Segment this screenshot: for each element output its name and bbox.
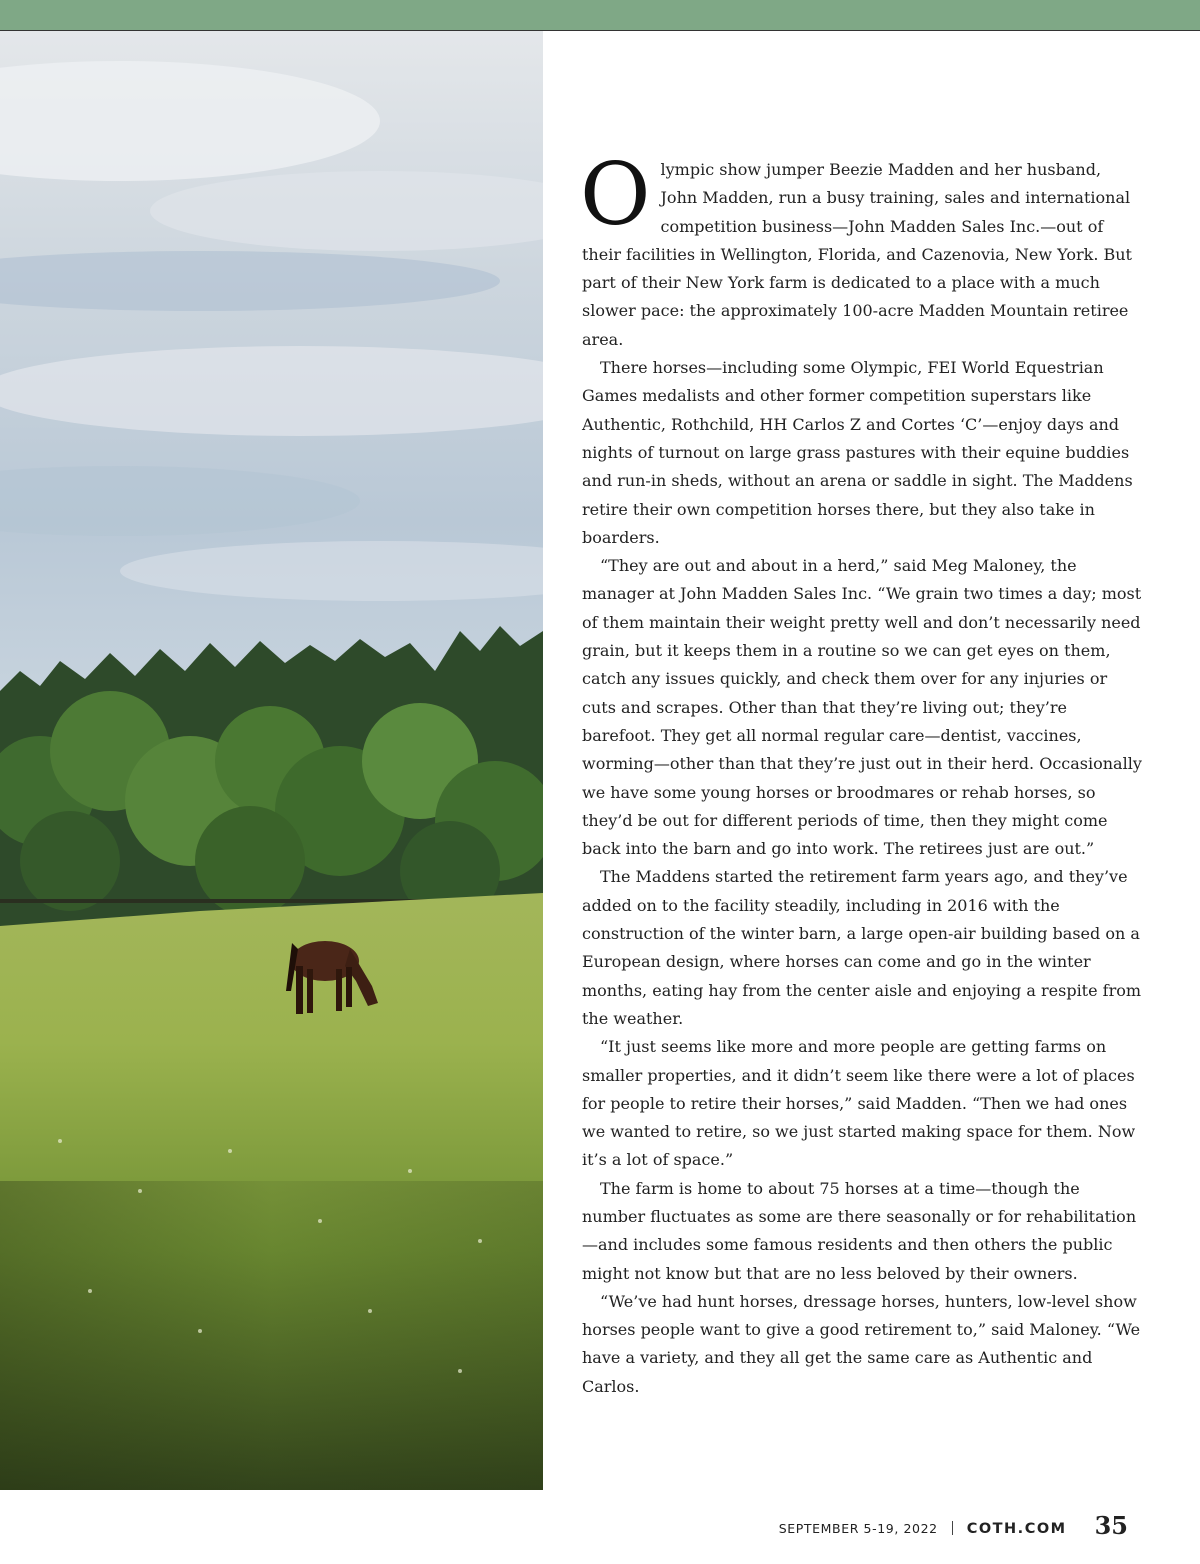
article-paragraph: There horses—including some Olympic, FEI World Equestrian Games medalists and other former competition superstars like Authentic, Rothchild, HH Carlos Z and Cortes ‘C’—enjoy days and nights of turnout on large grass pastures with their equine buddies and run-in sheds, without an arena or saddle in sight. The Maddens retire their own competition horses there, but they also take in boarders. — [582, 358, 1133, 547]
top-color-bar — [0, 0, 1200, 31]
article-paragraph: Olympic show jumper Beezie Madden and her husband, John Madden, run a busy training, sales and international competition business—John Madden Sales Inc.—out of their facilities in Wellington, Florida, and Cazenovia, New York. But part of their New York farm is dedicated to a place with a much slower pace: the approximately 100-acre Madden Mountain retiree area. — [580, 145, 1132, 349]
article-body — [580, 145, 1142, 1401]
article-paragraph: The farm is home to about 75 horses at a time—though the number fluctuates as some are there seasonally or for rehabilitation—and includes some famous residents and then others the public might not know but that are no less beloved by their owners. — [582, 1178, 1137, 1283]
page-number: 35 — [1094, 1511, 1128, 1540]
pasture-photo — [0, 31, 543, 1490]
issue-date: SEPTEMBER 5-19, 2022 — [778, 1521, 938, 1536]
article-paragraph: “It just seems like more and more people are getting farms on smaller properties, and it didn’t seem like there were a lot of places for people to retire their horses,” said Madden. “Then we had ones we wanted to retire, so we just started making space for them. Now it’s a lot of space.” — [582, 1037, 1136, 1170]
article-paragraph: “We’ve had hunt horses, dressage horses, hunters, low-level show horses people want to give a good retirement to,” said Maloney. “We have a variety, and they all get the same care as Authentic and Carlos. — [582, 1291, 1141, 1396]
article-paragraph: “They are out and about in a herd,” said Meg Maloney, the manager at John Madden Sales Inc. “We grain two times a day; most of them maintain their weight pretty well and don’t necessarily need grain, but it keeps them in a routine so we can get eyes on them, catch any issues quickly, and check them over for any injuries or cuts and scrapes. Other than that they’re living out; they’re barefoot. They get all normal regular care—dentist, vaccines, worming—other than that they’re just out in their herd. Occasionally we have some young horses or broodmares or rehab horses, so they’d be out for different periods of time, then they might come back into the barn and go into work. The retirees just are out.” — [582, 556, 1142, 859]
footer-divider — [952, 1521, 953, 1535]
site-url: COTH.COM — [966, 1521, 1067, 1537]
page-footer — [779, 1510, 1128, 1540]
article-paragraph: The Maddens started the retirement farm years ago, and they’ve added on to the facility steadily, including in 2016 with the construction of the winter barn, a large open-air building based on a European design, where horses can come and go in the winter months, eating hay from the center aisle and enjoying a respite from the weather. — [582, 867, 1142, 1028]
drop-cap: O — [580, 145, 651, 245]
